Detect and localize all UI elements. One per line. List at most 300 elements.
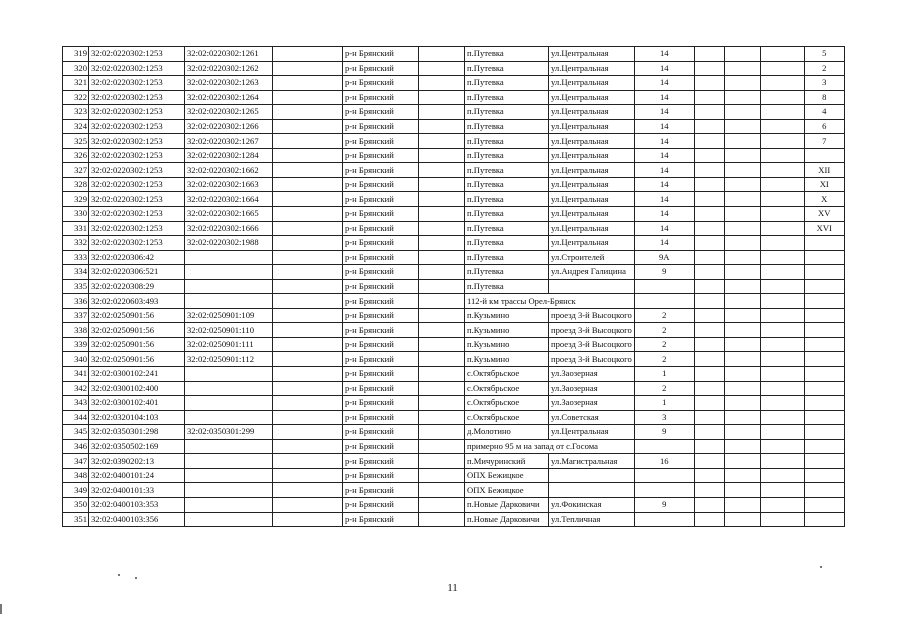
street: ул.Центральная xyxy=(549,163,635,178)
empty-cell xyxy=(273,308,343,323)
locality: п.Путевка xyxy=(465,148,549,163)
empty-cell xyxy=(724,90,760,105)
empty-cell xyxy=(694,221,724,236)
empty-cell xyxy=(694,265,724,280)
locality: п.Новые Дарковичи xyxy=(465,497,549,512)
empty-cell xyxy=(760,294,804,309)
empty-cell xyxy=(273,236,343,251)
table-row xyxy=(63,425,845,440)
cadastral-number-2 xyxy=(185,439,273,454)
empty-cell xyxy=(724,497,760,512)
empty-cell xyxy=(419,47,465,62)
table-row xyxy=(63,323,845,338)
empty-cell xyxy=(419,250,465,265)
district: р-н Брянский xyxy=(343,250,419,265)
scan-speck xyxy=(820,566,822,568)
empty-cell xyxy=(724,61,760,76)
table-row xyxy=(63,76,845,91)
house-number: 14 xyxy=(634,61,694,76)
cadastral-number: 32:02:0350301:298 xyxy=(89,425,185,440)
empty-cell xyxy=(273,337,343,352)
empty-cell xyxy=(760,497,804,512)
house-number: 14 xyxy=(634,90,694,105)
table-row xyxy=(63,265,845,280)
district: р-н Брянский xyxy=(343,192,419,207)
house-number: 9 xyxy=(634,425,694,440)
district: р-н Брянский xyxy=(343,512,419,527)
district: р-н Брянский xyxy=(343,323,419,338)
row-number: 319 xyxy=(63,47,89,62)
district: р-н Брянский xyxy=(343,119,419,134)
empty-cell xyxy=(724,468,760,483)
empty-cell xyxy=(760,367,804,382)
empty-cell xyxy=(724,483,760,498)
table-row xyxy=(63,221,845,236)
empty-cell xyxy=(760,221,804,236)
empty-cell xyxy=(419,468,465,483)
street: ул.Фокинская xyxy=(549,497,635,512)
cadastral-number: 32:02:0250901:56 xyxy=(89,337,185,352)
empty-cell xyxy=(419,425,465,440)
table-row xyxy=(63,192,845,207)
empty-cell xyxy=(724,425,760,440)
unit-number xyxy=(804,425,844,440)
table-row xyxy=(63,308,845,323)
empty-cell xyxy=(419,148,465,163)
empty-cell xyxy=(273,105,343,120)
locality: п.Кузьмино xyxy=(465,337,549,352)
district: р-н Брянский xyxy=(343,497,419,512)
district: р-н Брянский xyxy=(343,207,419,222)
district: р-н Брянский xyxy=(343,148,419,163)
street: ул.Строителей xyxy=(549,250,635,265)
district: р-н Брянский xyxy=(343,90,419,105)
row-number: 349 xyxy=(63,483,89,498)
table-row xyxy=(63,294,845,309)
empty-cell xyxy=(419,163,465,178)
cadastral-number-2 xyxy=(185,294,273,309)
cadastral-number: 32:02:0390202:13 xyxy=(89,454,185,469)
unit-number xyxy=(804,148,844,163)
empty-cell xyxy=(273,76,343,91)
row-number: 320 xyxy=(63,61,89,76)
empty-cell xyxy=(724,410,760,425)
empty-cell xyxy=(419,177,465,192)
street: ул.Тепличная xyxy=(549,512,635,527)
street: ул.Центральная xyxy=(549,105,635,120)
cadastral-number-2 xyxy=(185,512,273,527)
empty-cell xyxy=(694,323,724,338)
empty-cell xyxy=(694,454,724,469)
unit-number xyxy=(804,410,844,425)
empty-cell xyxy=(419,119,465,134)
locality: п.Путевка xyxy=(465,119,549,134)
empty-cell xyxy=(419,381,465,396)
empty-cell xyxy=(724,119,760,134)
house-number: 16 xyxy=(634,454,694,469)
street: ул.Заозерная xyxy=(549,381,635,396)
row-number: 344 xyxy=(63,410,89,425)
locality: п.Путевка xyxy=(465,250,549,265)
empty-cell xyxy=(273,425,343,440)
district: р-н Брянский xyxy=(343,425,419,440)
empty-cell xyxy=(694,396,724,411)
empty-cell xyxy=(760,61,804,76)
empty-cell xyxy=(273,512,343,527)
row-number: 329 xyxy=(63,192,89,207)
street: ул.Центральная xyxy=(549,425,635,440)
street: ул.Заозерная xyxy=(549,367,635,382)
cadastral-number-2: 32:02:0220302:1266 xyxy=(185,119,273,134)
empty-cell xyxy=(760,396,804,411)
cadastral-number-2 xyxy=(185,468,273,483)
unit-number: 8 xyxy=(804,90,844,105)
district: р-н Брянский xyxy=(343,76,419,91)
empty-cell xyxy=(724,163,760,178)
empty-cell xyxy=(273,265,343,280)
registry-table xyxy=(62,46,845,527)
empty-cell xyxy=(760,119,804,134)
cadastral-number: 32:02:0220302:1253 xyxy=(89,221,185,236)
cadastral-number: 32:02:0220302:1253 xyxy=(89,163,185,178)
table-row xyxy=(63,381,845,396)
street: ул.Центральная xyxy=(549,76,635,91)
locality: п.Кузьмино xyxy=(465,323,549,338)
empty-cell xyxy=(419,308,465,323)
unit-number xyxy=(804,468,844,483)
cadastral-number: 32:02:0220302:1253 xyxy=(89,177,185,192)
empty-cell xyxy=(273,279,343,294)
empty-cell xyxy=(760,483,804,498)
locality: п.Путевка xyxy=(465,207,549,222)
unit-number xyxy=(804,483,844,498)
empty-cell xyxy=(760,163,804,178)
cadastral-number-2 xyxy=(185,250,273,265)
cadastral-number-2: 32:02:0220302:1264 xyxy=(185,90,273,105)
district: р-н Брянский xyxy=(343,61,419,76)
empty-cell xyxy=(419,352,465,367)
empty-cell xyxy=(760,512,804,527)
house-number: 1 xyxy=(634,367,694,382)
unit-number xyxy=(804,323,844,338)
row-number: 333 xyxy=(63,250,89,265)
unit-number: 2 xyxy=(804,61,844,76)
street: ул.Центральная xyxy=(549,90,635,105)
empty-cell xyxy=(273,381,343,396)
unit-number xyxy=(804,236,844,251)
empty-cell xyxy=(760,279,804,294)
scan-speck xyxy=(0,604,2,614)
table-row xyxy=(63,236,845,251)
locality: п.Кузьмино xyxy=(465,352,549,367)
empty-cell xyxy=(273,294,343,309)
table-row xyxy=(63,47,845,62)
cadastral-number: 32:02:0220302:1253 xyxy=(89,90,185,105)
street: ул.Центральная xyxy=(549,134,635,149)
cadastral-number: 32:02:0220302:1253 xyxy=(89,61,185,76)
cadastral-number-2: 32:02:0220302:1284 xyxy=(185,148,273,163)
empty-cell xyxy=(694,177,724,192)
empty-cell xyxy=(419,497,465,512)
district: р-н Брянский xyxy=(343,483,419,498)
locality: с.Октябрьское xyxy=(465,367,549,382)
unit-number xyxy=(804,337,844,352)
row-number: 345 xyxy=(63,425,89,440)
district: р-н Брянский xyxy=(343,134,419,149)
cadastral-number: 32:02:0350502:169 xyxy=(89,439,185,454)
empty-cell xyxy=(760,47,804,62)
locality: п.Путевка xyxy=(465,90,549,105)
locality: ОПХ Бежицкое xyxy=(465,468,549,483)
empty-cell xyxy=(760,134,804,149)
row-number: 321 xyxy=(63,76,89,91)
cadastral-number-2: 32:02:0250901:109 xyxy=(185,308,273,323)
locality: с.Октябрьское xyxy=(465,396,549,411)
cadastral-number-2: 32:02:0220302:1267 xyxy=(185,134,273,149)
house-number: 14 xyxy=(634,148,694,163)
empty-cell xyxy=(694,279,724,294)
unit-number xyxy=(804,396,844,411)
empty-cell xyxy=(724,294,760,309)
empty-cell xyxy=(724,148,760,163)
unit-number xyxy=(804,250,844,265)
cadastral-number-2 xyxy=(185,454,273,469)
empty-cell xyxy=(724,279,760,294)
empty-cell xyxy=(273,410,343,425)
empty-cell xyxy=(694,148,724,163)
empty-cell xyxy=(694,308,724,323)
empty-cell xyxy=(273,483,343,498)
cadastral-number: 32:02:0220302:1253 xyxy=(89,236,185,251)
empty-cell xyxy=(760,148,804,163)
empty-cell xyxy=(724,454,760,469)
table-row xyxy=(63,439,845,454)
empty-cell xyxy=(724,221,760,236)
district: р-н Брянский xyxy=(343,236,419,251)
unit-number: 3 xyxy=(804,76,844,91)
house-number: 14 xyxy=(634,47,694,62)
empty-cell xyxy=(724,236,760,251)
row-number: 324 xyxy=(63,119,89,134)
street: ул.Центральная xyxy=(549,47,635,62)
empty-cell xyxy=(419,134,465,149)
house-number: 2 xyxy=(634,381,694,396)
table-row xyxy=(63,367,845,382)
empty-cell xyxy=(694,512,724,527)
row-number: 336 xyxy=(63,294,89,309)
row-number: 350 xyxy=(63,497,89,512)
cadastral-number-2 xyxy=(185,279,273,294)
table-row xyxy=(63,90,845,105)
row-number: 328 xyxy=(63,177,89,192)
empty-cell xyxy=(273,221,343,236)
empty-cell xyxy=(273,352,343,367)
empty-cell xyxy=(724,265,760,280)
house-number: 2 xyxy=(634,308,694,323)
empty-cell xyxy=(694,90,724,105)
cadastral-number: 32:02:0220302:1253 xyxy=(89,192,185,207)
locality: п.Путевка xyxy=(465,192,549,207)
empty-cell xyxy=(724,47,760,62)
empty-cell xyxy=(273,323,343,338)
empty-cell xyxy=(273,454,343,469)
house-number: 14 xyxy=(634,119,694,134)
empty-cell xyxy=(724,381,760,396)
unit-number: 4 xyxy=(804,105,844,120)
district: р-н Брянский xyxy=(343,367,419,382)
locality: п.Путевка xyxy=(465,134,549,149)
empty-cell xyxy=(273,61,343,76)
district: р-н Брянский xyxy=(343,221,419,236)
empty-cell xyxy=(694,483,724,498)
cadastral-number-2: 32:02:0220302:1261 xyxy=(185,47,273,62)
unit-number: X xyxy=(804,192,844,207)
empty-cell xyxy=(694,468,724,483)
cadastral-number: 32:02:0400101:33 xyxy=(89,483,185,498)
empty-cell xyxy=(724,512,760,527)
locality: п.Кузьмино xyxy=(465,308,549,323)
district: р-н Брянский xyxy=(343,454,419,469)
house-number xyxy=(634,512,694,527)
empty-cell xyxy=(724,105,760,120)
table-row xyxy=(63,483,845,498)
house-number: 9 xyxy=(634,265,694,280)
table-row xyxy=(63,337,845,352)
locality: п.Мичуринский xyxy=(465,454,549,469)
table-row xyxy=(63,207,845,222)
cadastral-number-2: 32:02:0220302:1666 xyxy=(185,221,273,236)
locality: ОПХ Бежицкое xyxy=(465,483,549,498)
house-number: 9 xyxy=(634,497,694,512)
row-number: 326 xyxy=(63,148,89,163)
house-number: 14 xyxy=(634,76,694,91)
table-row xyxy=(63,512,845,527)
empty-cell xyxy=(760,337,804,352)
row-number: 325 xyxy=(63,134,89,149)
empty-cell xyxy=(724,337,760,352)
house-number: 1 xyxy=(634,396,694,411)
row-number: 346 xyxy=(63,439,89,454)
table-row xyxy=(63,468,845,483)
empty-cell xyxy=(724,352,760,367)
table-row xyxy=(63,497,845,512)
locality: д.Молотино xyxy=(465,425,549,440)
locality: п.Путевка xyxy=(465,265,549,280)
cadastral-number: 32:02:0220302:1253 xyxy=(89,134,185,149)
unit-number xyxy=(804,367,844,382)
empty-cell xyxy=(694,61,724,76)
row-number: 323 xyxy=(63,105,89,120)
table-row xyxy=(63,163,845,178)
cadastral-number: 32:02:0220302:1253 xyxy=(89,47,185,62)
cadastral-number-2: 32:02:0220302:1663 xyxy=(185,177,273,192)
table-row xyxy=(63,396,845,411)
unit-number xyxy=(804,497,844,512)
empty-cell xyxy=(419,323,465,338)
district: р-н Брянский xyxy=(343,279,419,294)
house-number: 14 xyxy=(634,163,694,178)
cadastral-number-2 xyxy=(185,410,273,425)
empty-cell xyxy=(273,119,343,134)
row-number: 347 xyxy=(63,454,89,469)
empty-cell xyxy=(419,483,465,498)
unit-number xyxy=(804,381,844,396)
street xyxy=(549,483,635,498)
empty-cell xyxy=(419,279,465,294)
cadastral-number-2: 32:02:0250901:112 xyxy=(185,352,273,367)
empty-cell xyxy=(724,192,760,207)
empty-cell xyxy=(760,468,804,483)
empty-cell xyxy=(419,265,465,280)
cadastral-number: 32:02:0250901:56 xyxy=(89,352,185,367)
empty-cell xyxy=(760,250,804,265)
locality: п.Путевка xyxy=(465,221,549,236)
row-number: 327 xyxy=(63,163,89,178)
table-row xyxy=(63,61,845,76)
empty-cell xyxy=(724,323,760,338)
street: проезд 3-й Высоцкого xyxy=(549,308,635,323)
cadastral-number: 32:02:0300102:400 xyxy=(89,381,185,396)
locality: п.Путевка xyxy=(465,47,549,62)
district: р-н Брянский xyxy=(343,163,419,178)
empty-cell xyxy=(724,250,760,265)
empty-cell xyxy=(694,497,724,512)
row-number: 341 xyxy=(63,367,89,382)
row-number: 348 xyxy=(63,468,89,483)
empty-cell xyxy=(273,134,343,149)
row-number: 343 xyxy=(63,396,89,411)
locality: п.Путевка xyxy=(465,177,549,192)
cadastral-number-2: 32:02:0220302:1262 xyxy=(185,61,273,76)
row-number: 337 xyxy=(63,308,89,323)
cadastral-number: 32:02:0250901:56 xyxy=(89,323,185,338)
empty-cell xyxy=(273,439,343,454)
street: ул.Центральная xyxy=(549,221,635,236)
house-number: 14 xyxy=(634,134,694,149)
empty-cell xyxy=(694,352,724,367)
empty-cell xyxy=(724,134,760,149)
empty-cell xyxy=(273,250,343,265)
street: ул.Центральная xyxy=(549,207,635,222)
street: ул.Центральная xyxy=(549,236,635,251)
locality: примерно 95 м на запад от с.Госома xyxy=(465,439,635,454)
empty-cell xyxy=(694,134,724,149)
empty-cell xyxy=(724,367,760,382)
empty-cell xyxy=(419,61,465,76)
cadastral-number-2: 32:02:0250901:110 xyxy=(185,323,273,338)
table-row xyxy=(63,279,845,294)
empty-cell xyxy=(724,207,760,222)
unit-number: 7 xyxy=(804,134,844,149)
empty-cell xyxy=(724,439,760,454)
empty-cell xyxy=(760,439,804,454)
cadastral-number: 32:02:0400103:353 xyxy=(89,497,185,512)
unit-number xyxy=(804,279,844,294)
cadastral-number-2: 32:02:0220302:1988 xyxy=(185,236,273,251)
empty-cell xyxy=(419,236,465,251)
empty-cell xyxy=(273,192,343,207)
district: р-н Брянский xyxy=(343,177,419,192)
house-number: 3 xyxy=(634,410,694,425)
cadastral-number: 32:02:0220306:521 xyxy=(89,265,185,280)
cadastral-number-2 xyxy=(185,381,273,396)
empty-cell xyxy=(694,439,724,454)
locality: с.Октябрьское xyxy=(465,381,549,396)
empty-cell xyxy=(694,76,724,91)
cadastral-number: 32:02:0250901:56 xyxy=(89,308,185,323)
empty-cell xyxy=(694,47,724,62)
empty-cell xyxy=(694,250,724,265)
